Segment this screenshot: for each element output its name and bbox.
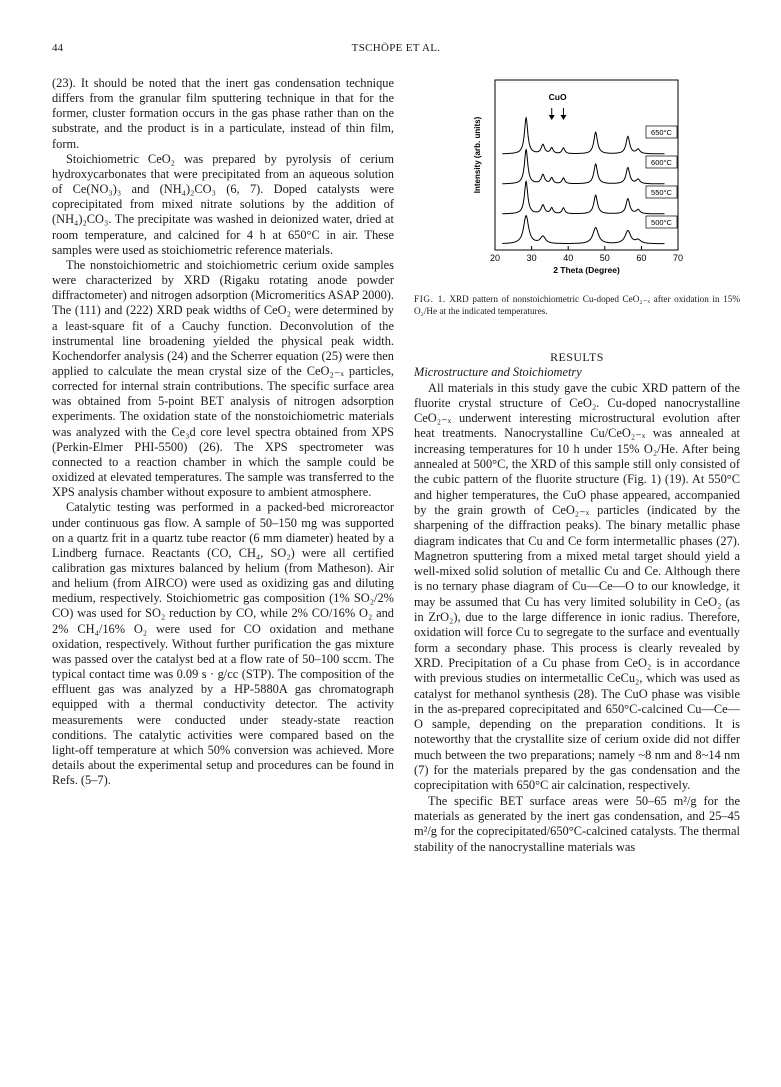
section-heading: RESULTS — [550, 350, 604, 364]
cuo-arrow-head — [560, 115, 566, 120]
figure-label: FIG. 1. — [414, 294, 446, 304]
x-tick-label: 70 — [672, 253, 684, 263]
series-label: 500°C — [651, 218, 672, 227]
x-tick-label: 50 — [599, 253, 610, 263]
left-column — [52, 76, 394, 788]
series-label: 650°C — [651, 128, 672, 137]
cuo-arrow-head — [549, 115, 555, 120]
running-head: TSCHÖPE ET AL. — [351, 42, 441, 54]
paragraph: (23). It should be noted that the inert gas condensation technique differs from the granular film sputtering technique in that for the former, cluster formation occurs in the gas phase rather than on the substrate, and the product is in a particulate, instead of thin film, form. — [52, 76, 394, 151]
paragraph: Catalytic testing was performed in a packed-bed microreactor under continuous gas flow. A sample of 50–150 mg was supported on a quartz frit in a quartz tube reactor (6 mm diameter) heated by a Lindberg furnace. Reactants (CO, CH₄, SO₂) were all certified calibration gas mixtures balanced by helium (from Matheson). Air and helium (from AIRCO) were used as oxidizing gas and diluting medium, respectively. Stoichiometric gas composition (1% SO₂/2% CO) was used for SO₂ reduction by CO, while 2% CO/16% O₂ and 2% CH₄/16% O₂ were used for CO oxidation and methane oxidation, respectively. Without further purification the gas mixture was passed over the catalyst bed at a flow rate of 50–100 sccm. The typical contact time was 0.09 s · g/cc (STP). The composition of the effluent gas was analyzed by a HP-5880A gas chromatograph equipped with a thermal conductivity detector. The activity measurements were conducted under steady-state reaction conditions. The catalytic activities were compared based on the light-off temperature at which 50% conversion was achieved. More details about the experimental setup and procedures can be found in Refs. (5–7). — [52, 500, 394, 788]
x-tick-label: 60 — [636, 253, 647, 263]
xrd-figure — [470, 78, 700, 278]
subsection-heading: Microstructure and Stoichiometry — [414, 365, 582, 380]
series-label: 600°C — [651, 158, 672, 167]
paragraph: The specific BET surface areas were 50–65 m²/g for the materials as generated by the inert gas condensation, and 25–45 m²/g for the coprecipitated/650°C-calcined catalysts. The thermal stability of the nanocrystalline materials was — [414, 793, 740, 854]
series-line — [502, 150, 664, 184]
xrd-chart — [470, 78, 700, 278]
paragraph: All materials in this study gave the cubic XRD pattern of the fluorite crystal structure of CeO₂. Cu-doped nanocrystalline CeO₂₋ₓ underwent interesting microstructural evolution after heat treatments. Nanocrystalline Cu/CeO₂₋ₓ was annealed at increasing temperatures for 10 h under 15% O₂/He. After being annealed at 500°C, the XRD of this sample still only consisted of the cubic pattern of the fluorite structure (Fig. 1) (19). At 550°C and higher temperatures, the CuO phase appeared, accompanied by the grain growth of CeO₂₋ₓ particles (indicated by the sharpening of the diffraction peaks). The binary metallic phase diagram indicates that Cu and Ce form intermetallic phases (27). Magnetron sputtering from a mixed metal target should yield a well-mixed solid solution of metallic Cu and Ce. Although there is no ternary phase diagram of Cu—Ce—O to our knowledge, it may be assumed that Cu has very limited solubility in CeO₂ (as in ZrO₂), due to the large difference in ionic radius. Therefore, oxidation will force Cu to segregate to the surface and eventually form a secondary phase. This process is clearly revealed by XRD. Precipitation of a Cu phase from CeO₂ is in accordance with previous studies on intermetallic CeCu₂, which was used as catalyst for methanol synthesis (28). The CuO phase was visible in the as-prepared coprecipitated and 650°C-calcined Cu—Ce—O sample, depending on the preparation conditions. It is noteworthy that the crystallite size of cerium oxide did not differ much between the two preparations; namely ~8 nm and 8~14 nm (7) for the materials prepared by the gas condensation and the coprecipitation with 650°C air calcination, respectively. — [414, 380, 740, 793]
series-label: 550°C — [651, 188, 672, 197]
series-line — [502, 216, 664, 244]
x-tick-label: 30 — [526, 253, 537, 263]
x-axis-label: 2 Theta (Degree) — [553, 265, 620, 275]
x-tick-label: 20 — [489, 253, 501, 263]
figure-caption — [414, 293, 740, 317]
cuo-annotation: CuO — [548, 92, 567, 102]
x-tick-label: 40 — [563, 253, 574, 263]
page-header — [52, 42, 740, 58]
series-line — [502, 181, 664, 213]
page-number: 44 — [52, 42, 63, 54]
paragraph: The nonstoichiometric and stoichiometric cerium oxide samples were characterized by XRD (Rigaku rotating anode powder diffractometer) and nitrogen adsorption (Micromeritics ASAP 2000). The (111) and (222) XRD peak widths of CeO₂ were determined by a least-square fit of a Cauchy function. Deconvolution of the instrumental line broadening yielded the physical peak width. Kochendorfer analysis (24) and the Scherrer equation (25) were then applied to calculate the mean crystal size of the CeO₂₋ₓ particles, corrected for internal strain contributions. The specific surface area was obtained from 5-point BET analysis of nitrogen adsorption experiments. The oxidation state of the nonstoichiometric materials was analyzed with the Ce₃d core level spectra obtained from XPS (Perkin-Elmer PHI-5500) (26). The XPS spectrometer was connected to a reaction chamber in which the sample could be oxidized at elevated temperatures. The sample was transferred to the XPS analysis chamber without exposure to ambient atmosphere. — [52, 257, 394, 500]
y-axis-label: Intensity (arb. units) — [473, 116, 482, 194]
right-column — [414, 350, 740, 855]
series-line — [502, 118, 664, 154]
paragraph: Stoichiometric CeO₂ was prepared by pyrolysis of cerium hydroxycarbonates that were precipitated from an aqueous solution of Ce(NO₃)₃ and (NH₄)₂CO₃ (6, 7). Doped catalysts were coprecipitated from mixed nitrate solutions by the addition of (NH₄)₂CO₃. The precipitate was washed in deionized water, dried at room temperature, and calcined for 4 h at 650°C in air. These samples were used as stoichiometric reference materials. — [52, 151, 394, 257]
figure-caption-text: XRD pattern of nonstoichiometric Cu-doped CeO₂₋ₓ after oxidation in 15% O₂/He at the indicated temperatures. — [414, 294, 740, 316]
